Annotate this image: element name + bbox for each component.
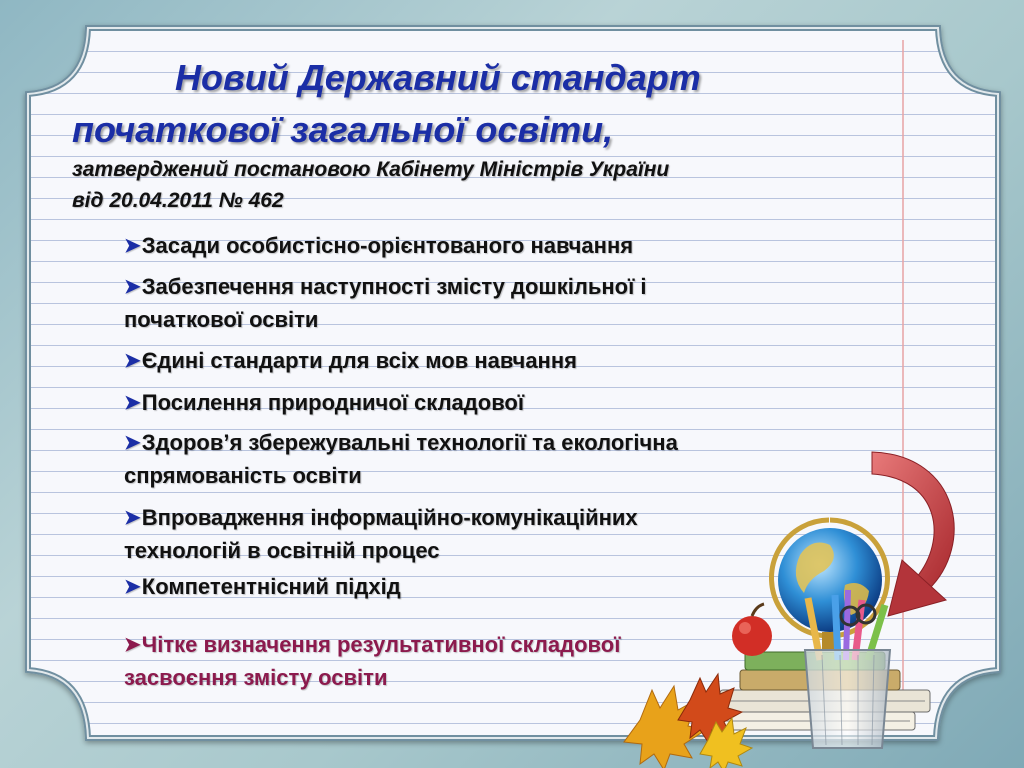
globe-icon [772, 520, 888, 650]
list-item: ➤Посилення природничої складової [124, 388, 524, 419]
arrowhead-bullet-icon: ➤ [124, 634, 141, 656]
list-item: ➤Компетентнісний підхід [124, 572, 401, 603]
list-item: ➤Засади особистісно-орієнтованого навчання [124, 231, 633, 262]
list-item-highlight: ➤Чітке визначення результативної складової [124, 630, 620, 661]
list-item: ➤Впровадження інформаційно-комунікаційних [124, 503, 638, 534]
title-line-2: початкової загальної освіти, [72, 109, 614, 150]
apple-icon [732, 604, 772, 656]
list-item-continuation: засвоєння змісту освіти [124, 665, 388, 690]
arrowhead-bullet-icon: ➤ [124, 432, 141, 454]
arrowhead-bullet-icon: ➤ [124, 576, 141, 598]
autumn-leaves-icon [624, 674, 752, 768]
subtitle-line-2: від 20.04.2011 № 462 [72, 189, 284, 212]
list-item: ➤Здоров’я збережувальні технології та екологічна [124, 428, 678, 459]
list-item: ➤Єдині стандарти для всіх мов навчання [124, 346, 577, 377]
arrowhead-bullet-icon: ➤ [124, 276, 141, 298]
subtitle-line-1: затверджений постановою Кабінету Міністрів України [72, 158, 670, 181]
list-item-continuation: початкової освіти [124, 307, 319, 332]
arrowhead-bullet-icon: ➤ [124, 350, 141, 372]
list-item: ➤Забезпечення наступності змісту дошкільної і [124, 272, 647, 303]
title-line-1: Новий Державний стандарт [175, 57, 701, 98]
list-item-continuation: технологій в освітній процес [124, 538, 440, 563]
arrowhead-bullet-icon: ➤ [124, 392, 141, 414]
arrowhead-bullet-icon: ➤ [124, 507, 141, 529]
list-item-continuation: спрямованість освіти [124, 463, 362, 488]
arrowhead-bullet-icon: ➤ [124, 235, 141, 257]
